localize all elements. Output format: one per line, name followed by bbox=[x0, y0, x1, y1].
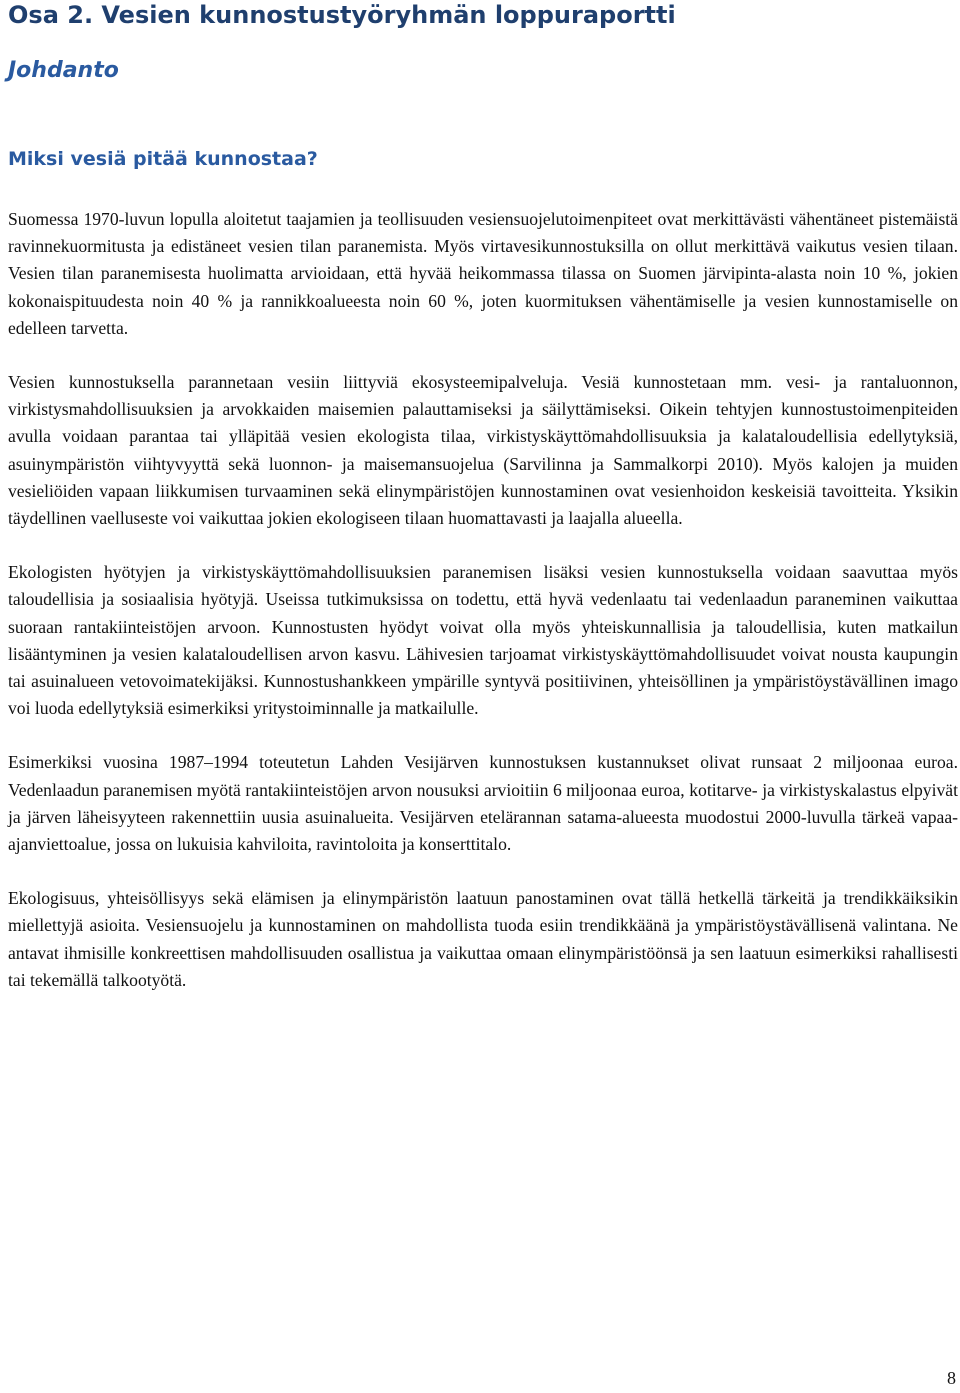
paragraph-2: Vesien kunnostuksella parannetaan vesiin liittyviä ekosysteemipalveluja. Vesiä kunnostetaan mm. vesi- ja rantaluonnon, virkistysmahdollisuuksien ja arvokkaiden maisemien palauttamiseksi ja säilyttämiseksi. Oikein tehtyjen kunnostustoimenpiteiden avulla voidaan parantaa tai ylläpitää vesien ekologista tilaa, virkistyskäyttömahdollisuuksia ja kalataloudellisia edellytyksiä, asuinympäristön viihtyvyyttä sekä luonnon- ja maisemansuojelua (Sarvilinna ja Sammalkorpi 2010). Myös kalojen ja muiden vesieliöiden vapaan liikkumisen turvaaminen sekä elinympäristöjen kunnostaminen ovat vesienhoidon keskeisiä tavoitteita. Yksikin täydellinen vaelluseste voi vaikuttaa jokien ekologiseen tilaan huomattavasti ja laajalla alueella. bbox=[8, 372, 958, 529]
paragraph-5: Ekologisuus, yhteisöllisyys sekä elämisen ja elinympäristön laatuun panostaminen ovat tällä hetkellä tärkeitä ja trendikkäiksikin miellettyjä asioita. Vesiensuojelu ja kunnostaminen on mahdollista tuoda esiin trendikkäänä ja ympäristöystävällisenä valintana. Ne antavat ihmisille konkreettisen mahdollisuuden osallistua ja vaikuttaa omaan elinympäristöönsä ja sen laatuun esimerkiksi rahallisesti tai tekemällä talkootyötä. bbox=[8, 888, 958, 990]
body-text bbox=[8, 206, 958, 1021]
part-title: Osa 2. Vesien kunnostustyöryhmän loppuraportti bbox=[8, 1, 676, 29]
page-number: 8 bbox=[947, 1368, 956, 1388]
paragraph-1: Suomessa 1970-luvun lopulla aloitetut taajamien ja teollisuuden vesiensuojelutoimenpiteet ovat merkittävästi vähentäneet pistemäistä ravinnekuormitusta ja edistäneet vesien tilan paranemista. Myös virtavesikunnostuksilla on ollut merkittävä vaikutus vesien tilaan. Vesien tilan paranemisesta huolimatta arvioidaan, että hyvää heikommassa tilassa on Suomen järvipinta-alasta noin 10 %, jokien kokonaispituudesta noin 40 % ja rannikkoalueesta noin 60 %, joten kuormituksen vähentämiselle ja vesien kunnostamiselle on edelleen tarvetta. bbox=[8, 209, 958, 338]
section-heading: Miksi vesiä pitää kunnostaa? bbox=[8, 148, 318, 170]
paragraph-3: Ekologisten hyötyjen ja virkistyskäyttömahdollisuuksien paranemisen lisäksi vesien kunnostuksella voidaan saavuttaa myös taloudellisia ja sosiaalisia hyötyjä. Useissa tutkimuksissa on todettu, että hyvä vedenlaatu tai vedenlaadun paraneminen vaikuttaa suoraan rantakiinteistöjen arvoon. Kunnostusten hyödyt voivat olla myös yhteiskunnallisia ja taloudellisia, kuten matkailun lisääntyminen ja vesien kalataloudellisen arvon kasvu. Lähivesien tarjoamat virkistyskäyttömahdollisuudet voivat nousta kaupungin tai asuinalueen vetovoimatekijäksi. Kunnostushankkeen ympärille syntyvä positiivinen, yhteisöllinen ja ympäristöystävällinen imago voi luoda edellytyksiä esimerkiksi yritystoiminnalle ja matkailulle. bbox=[8, 562, 958, 719]
intro-heading: Johdanto bbox=[8, 58, 119, 83]
paragraph-4: Esimerkiksi vuosina 1987–1994 toteutetun Lahden Vesijärven kunnostuksen kustannukset olivat runsaat 2 miljoonaa euroa. Vedenlaadun paranemisen myötä rantakiinteistöjen arvon nousuksi arvioitiin 6 miljoonaa euroa, kotitarve- ja virkistyskalastus elpyivät ja järven läheisyyteen rakennettiin uusia asuinalueita. Vesijärven etelärannan satama-alueesta muodostui 2000-luvulla tärkeä vapaa-ajanviettoalue, jossa on lukuisia kahviloita, ravintoloita ja konserttitalo. bbox=[8, 752, 958, 855]
